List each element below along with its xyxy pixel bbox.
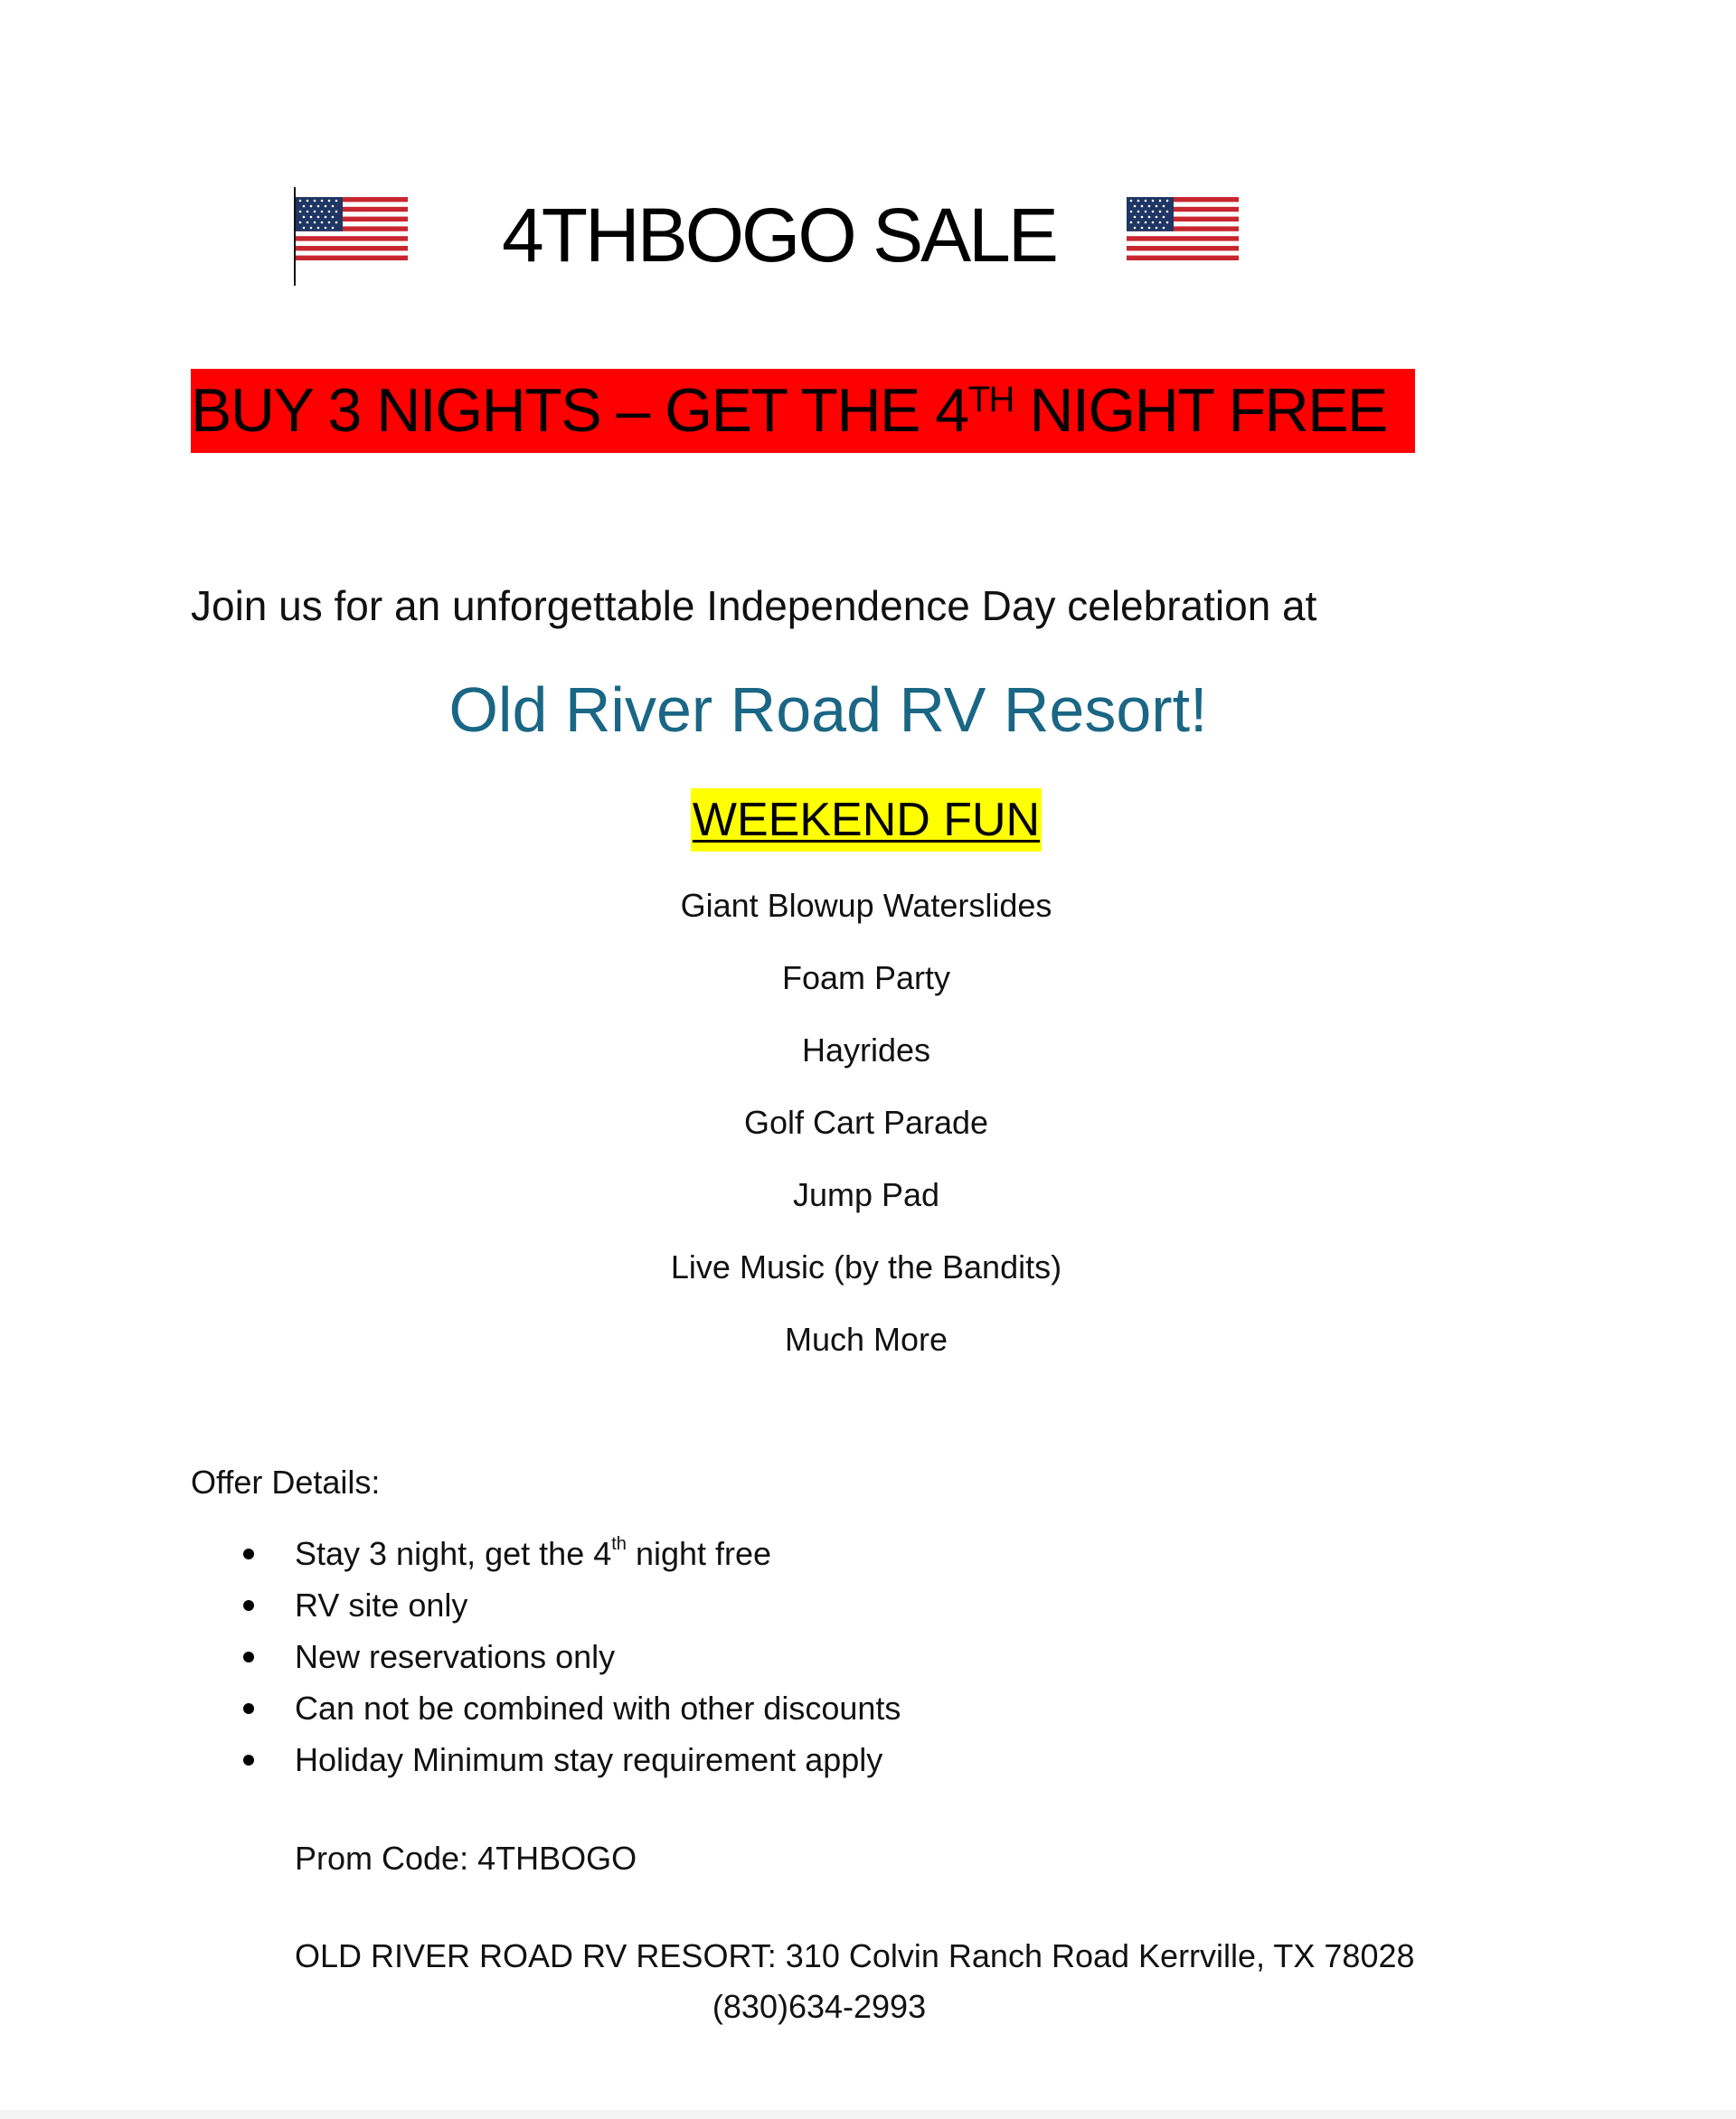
offer-item: Can not be combined with other discounts (191, 1682, 901, 1734)
banner-text-after: NIGHT FREE (1013, 376, 1387, 445)
offer-item (191, 1528, 901, 1579)
activity-item: Jump Pad (792, 1176, 940, 1213)
resort-name: Old River Road RV Resort! (448, 674, 1208, 745)
activity-item: Giant Blowup Waterslides (680, 887, 1052, 924)
us-flag-icon (1127, 197, 1239, 260)
resort-phone: (830)634-2993 (712, 1988, 927, 2025)
activity-item: Golf Cart Parade (743, 1104, 989, 1141)
banner-text-before: BUY 3 NIGHTS – GET THE 4 (191, 376, 968, 445)
resort-address: OLD RIVER ROAD RV RESORT: 310 Colvin Ranch Road Kerrville, TX 78028 (295, 1937, 1415, 1974)
activities-list (0, 879, 1732, 1385)
weekend-heading-wrap (0, 788, 1732, 852)
page-bottom-edge (0, 2110, 1736, 2119)
promo-banner (191, 369, 1415, 453)
offer-item: New reservations only (191, 1631, 901, 1682)
banner-text (191, 369, 1415, 453)
contact-block (295, 1931, 1415, 2032)
activity-item: Much More (784, 1321, 948, 1358)
offer-item: Holiday Minimum stay requirement apply (191, 1734, 901, 1785)
activity-item: Hayrides (801, 1031, 931, 1069)
offer-details-list (191, 1528, 901, 1785)
offer-details-heading: Offer Details: (191, 1464, 381, 1501)
banner-superscript: TH (967, 380, 1014, 419)
offer-item-superscript: th (611, 1534, 627, 1554)
us-flag-icon (296, 197, 408, 260)
activity-item: Foam Party (781, 959, 951, 996)
weekend-fun-heading: WEEKEND FUN (691, 788, 1042, 852)
intro-text: Join us for an unforgettable Independence Day celebration at (191, 582, 1317, 629)
offer-item-text-after: night free (626, 1535, 772, 1572)
offer-item-text-before: Stay 3 night, get the 4 (295, 1535, 612, 1572)
activity-item: Live Music (by the Bandits) (670, 1248, 1062, 1286)
sale-title: 4THBOGO SALE (502, 193, 1056, 278)
promo-code: Prom Code: 4THBOGO (295, 1840, 637, 1877)
offer-item: RV site only (191, 1579, 901, 1631)
